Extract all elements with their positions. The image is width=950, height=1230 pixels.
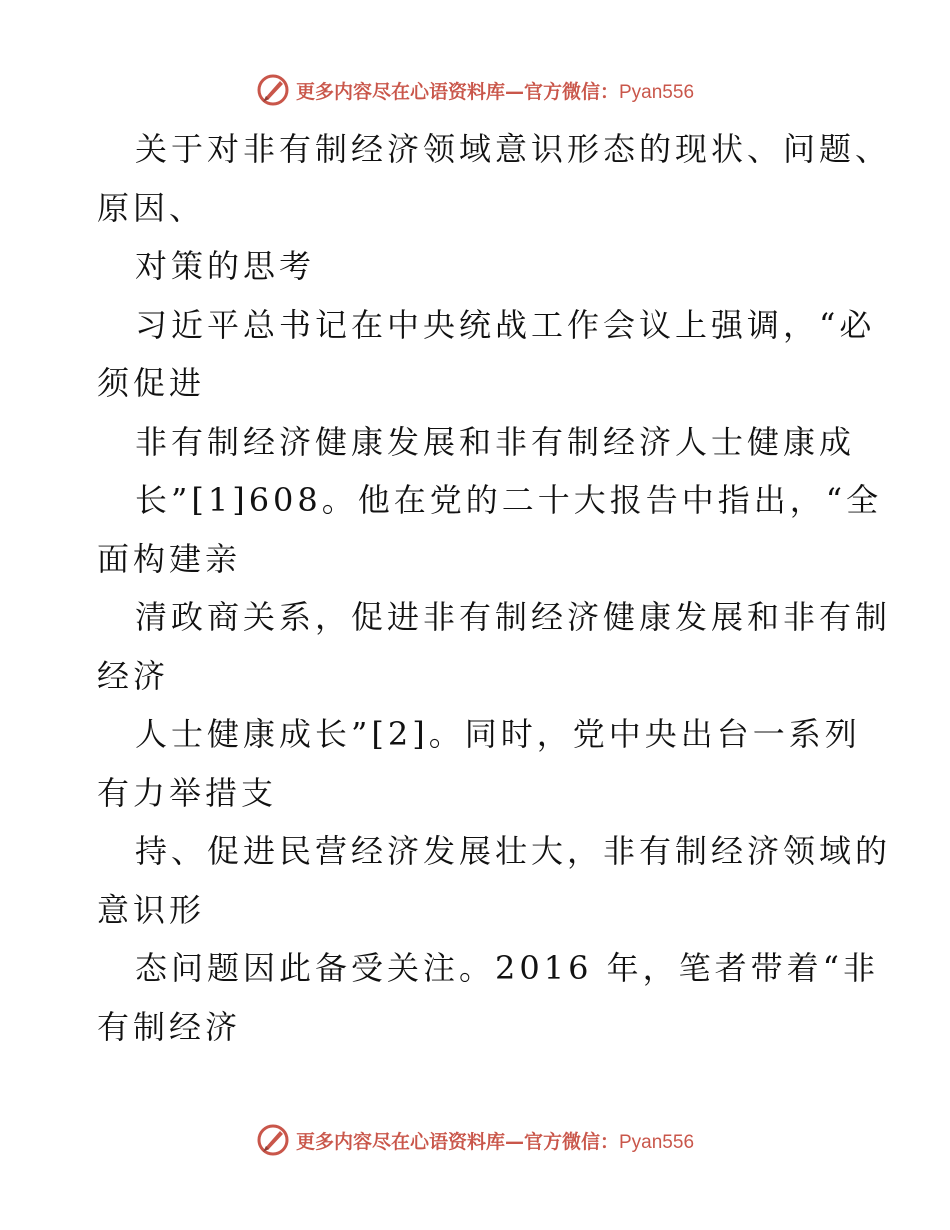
watermark-text: 更多内容尽在心语资料库—官方微信：Pyan556 — [295, 1130, 695, 1153]
pen-quill-logo-icon — [256, 1123, 290, 1157]
text-line: 关于对非有制经济领域意识形态的现状、问题、 — [135, 130, 892, 168]
text-line: 经济 — [97, 656, 170, 695]
watermark-handle: Pyan556 — [619, 81, 695, 103]
text-line: 意识形 — [97, 890, 206, 929]
text-line: 持、促进民营经济发展壮大，非有制经济领域的 — [135, 832, 892, 870]
text-line: 原因、 — [97, 188, 206, 227]
text-line: 习近平总书记在中央统战工作会议上强调，“必 — [135, 305, 876, 344]
text-line: 面构建亲 — [97, 539, 242, 578]
text-line: 清政商关系，促进非有制经济健康发展和非有制 — [135, 598, 892, 636]
document-body — [97, 120, 892, 1056]
watermark-text: 更多内容尽在心语资料库—官方微信：Pyan556 — [295, 80, 695, 103]
text-line: 人士健康成长”[2]。同时，党中央出台一系列 — [135, 715, 861, 753]
watermark-handle: Pyan556 — [619, 1131, 695, 1153]
pen-quill-logo-icon — [256, 73, 290, 107]
text-line: 长”[1]608。他在党的二十大报告中指出，“全 — [135, 481, 883, 519]
header-watermark — [0, 70, 950, 110]
text-line: 须促进 — [97, 364, 206, 402]
text-line: 有力举措支 — [97, 773, 278, 812]
text-line: 有制经济 — [97, 1007, 242, 1046]
footer-watermark — [0, 1120, 950, 1160]
text-line: 态问题因此备受关注。2016 年，笔者带着“非 — [135, 949, 879, 987]
text-line: 非有制经济健康发展和非有制经济人士健康成 — [135, 422, 856, 461]
text-line: 对策的思考 — [135, 247, 316, 285]
